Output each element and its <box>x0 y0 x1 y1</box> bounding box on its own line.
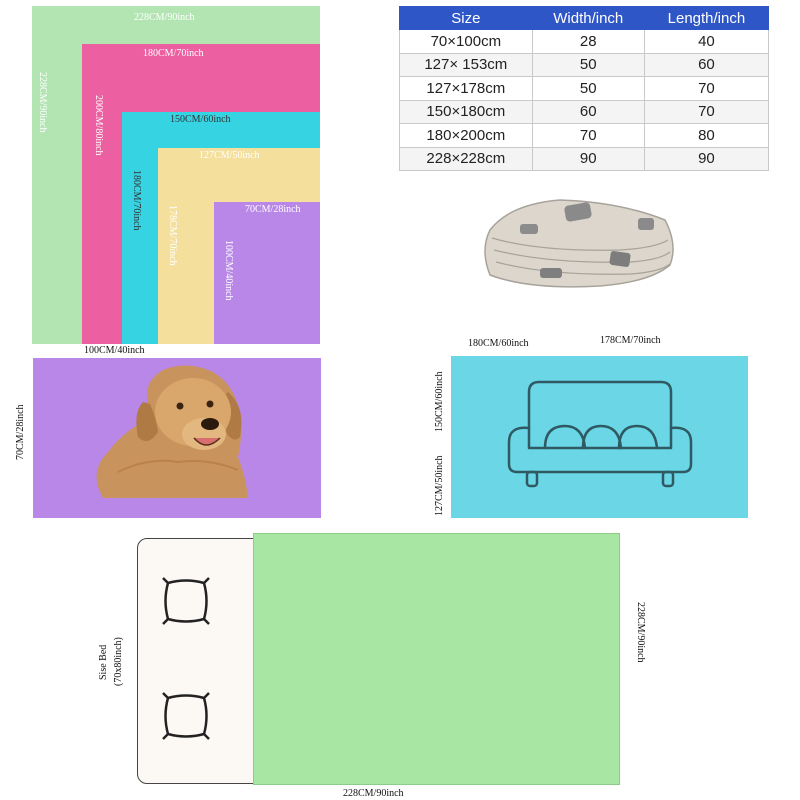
table-header-length: Length/inch <box>644 7 768 30</box>
table-cell: 90 <box>644 147 768 171</box>
pink-height-label: 200CM/80inch <box>93 95 104 156</box>
table-cell: 80 <box>644 124 768 148</box>
folded-blanket-image <box>470 190 680 300</box>
sofa-side-top-label: 150CM/60inch <box>434 371 445 432</box>
table-row <box>400 147 769 171</box>
table-cell: 60 <box>644 53 768 77</box>
bed-blanket <box>253 533 620 785</box>
table-row <box>400 100 769 124</box>
sofa-side-bottom-label: 127CM/50inch <box>434 455 445 516</box>
size-table <box>399 6 769 171</box>
table-cell: 70×100cm <box>400 30 533 54</box>
green-width-label: 228CM/90inch <box>134 12 195 23</box>
table-row <box>400 124 769 148</box>
table-cell: 40 <box>644 30 768 54</box>
table-cell: 180×200cm <box>400 124 533 148</box>
table-cell: 70 <box>644 77 768 101</box>
dog-image <box>88 362 253 500</box>
pillow-icon <box>160 575 212 627</box>
table-header-row <box>400 7 769 30</box>
table-cell: 127×178cm <box>400 77 533 101</box>
yellow-height-label: 178CM/70inch <box>167 205 178 266</box>
sofa-icon <box>505 378 695 490</box>
cyan-height-label: 180CM/70inch <box>131 170 142 231</box>
table-cell: 60 <box>532 100 644 124</box>
table-row <box>400 77 769 101</box>
table-row <box>400 30 769 54</box>
bed-bottom-label: 228CM/90inch <box>343 788 404 799</box>
table-cell: 50 <box>532 77 644 101</box>
dog-side-label: 70CM/28inch <box>15 404 26 460</box>
table-cell: 70 <box>532 124 644 148</box>
purple-width-label: 70CM/28inch <box>245 204 301 215</box>
pink-width-label: 180CM/70inch <box>143 48 204 59</box>
table-cell: 28 <box>532 30 644 54</box>
table-cell: 127× 153cm <box>400 53 533 77</box>
table-cell: 150×180cm <box>400 100 533 124</box>
cyan-width-label: 150CM/60inch <box>170 114 231 125</box>
table-cell: 90 <box>532 147 644 171</box>
table-row <box>400 53 769 77</box>
table-cell: 70 <box>644 100 768 124</box>
sofa-top-left-label: 180CM/60inch <box>468 338 529 349</box>
pillow-icon <box>160 690 212 742</box>
nested-size-diagram <box>0 0 330 356</box>
purple-height-label: 100CM/40inch <box>223 240 234 301</box>
green-height-label: 228CM/90inch <box>37 72 48 133</box>
table-header-size: Size <box>400 7 533 30</box>
table-header-width: Width/inch <box>532 7 644 30</box>
bed-label-line2: (70x80inch) <box>113 637 124 686</box>
bed-right-label: 228CM/90inch <box>635 602 646 663</box>
table-cell: 50 <box>532 53 644 77</box>
sofa-top-right-label: 178CM/70inch <box>600 335 661 346</box>
bottom-width-label: 100CM/40inch <box>84 345 145 356</box>
table-cell: 228×228cm <box>400 147 533 171</box>
bed-label-line1: Sise Bed <box>98 644 109 680</box>
yellow-width-label: 127CM/50inch <box>199 150 260 161</box>
